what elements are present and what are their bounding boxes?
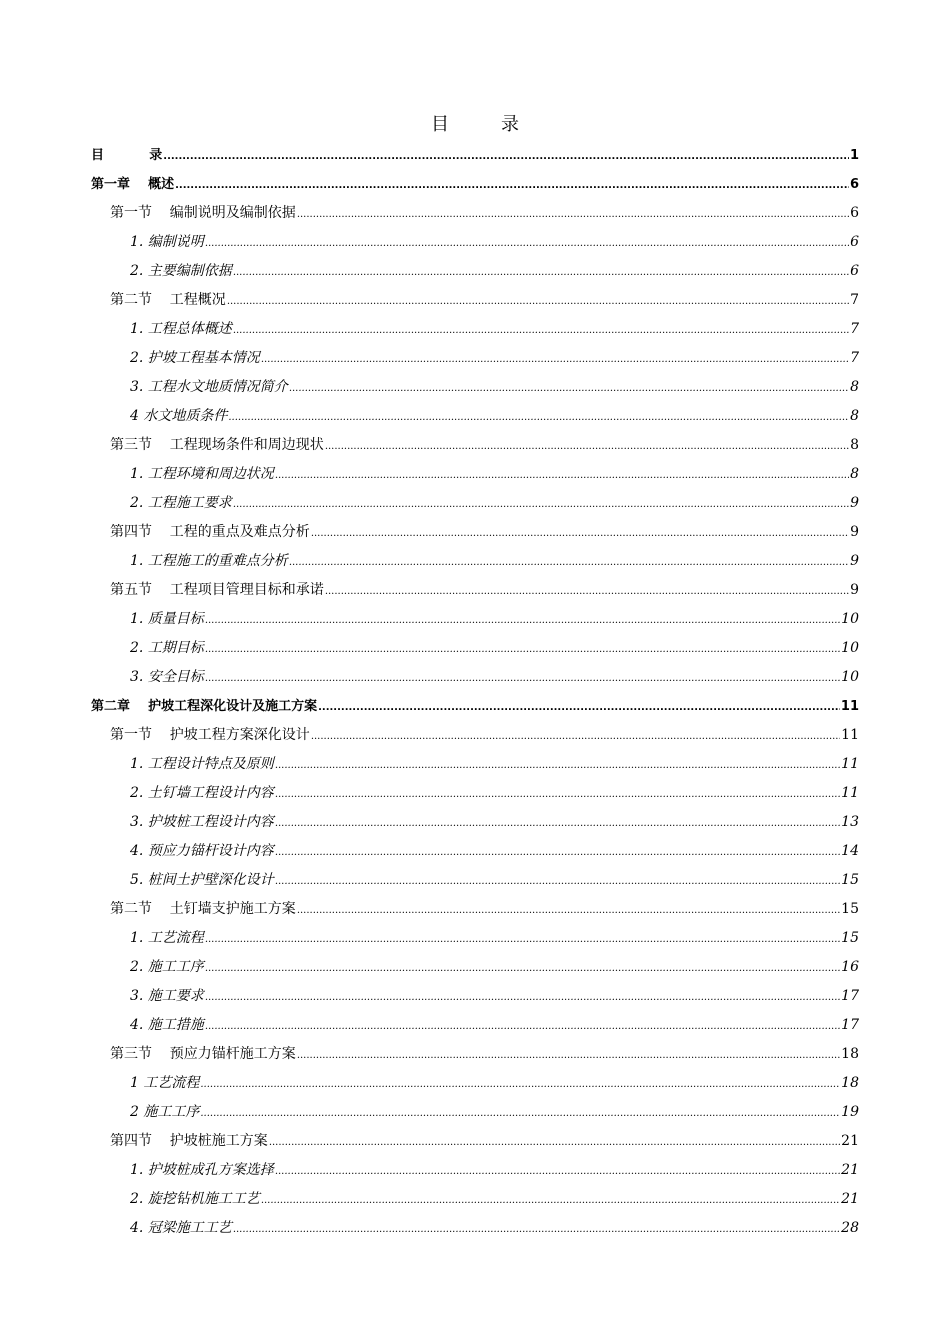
toc-entry[interactable] — [91, 750, 859, 779]
toc-entry[interactable] — [91, 1127, 859, 1156]
toc-leader-dots — [289, 374, 849, 403]
toc-entry-page: 8 — [850, 408, 859, 424]
toc-entry[interactable] — [91, 315, 859, 344]
toc-entry[interactable] — [91, 895, 859, 924]
toc-entry-label: 1. 编制说明 — [130, 234, 204, 250]
toc-entry-label: 2. 工程施工要求 — [130, 495, 232, 511]
toc-leader-dots — [233, 1215, 840, 1244]
toc-leader-dots — [261, 1186, 840, 1215]
toc-entry-label: 5. 桩间土护壁深化设计 — [130, 872, 274, 888]
toc-leader-dots — [205, 635, 840, 664]
toc-entry-label: 第四节 护坡桩施工方案 — [110, 1133, 268, 1149]
toc-leader-dots — [205, 954, 840, 983]
toc-entry[interactable] — [91, 953, 859, 982]
toc-entry[interactable] — [91, 460, 859, 489]
toc-entry-page: 1 — [849, 148, 859, 163]
toc-entry-label: 3. 工程水文地质情况简介 — [130, 379, 288, 395]
toc-entry-label: 2. 旋挖钻机施工工艺 — [130, 1191, 260, 1207]
toc-entry-label: 第二节 土钉墙支护施工方案 — [110, 901, 296, 917]
toc-entry[interactable] — [91, 489, 859, 518]
toc-entry-label: 1 工艺流程 — [130, 1075, 200, 1091]
toc-leader-dots — [289, 548, 849, 577]
toc-entry[interactable] — [91, 1069, 859, 1098]
toc-leader-dots — [297, 896, 840, 925]
toc-entry-label: 第三节 工程现场条件和周边现状 — [110, 437, 324, 453]
toc-entry[interactable] — [91, 344, 859, 373]
toc-entry-page: 13 — [841, 814, 859, 830]
toc-entry-page: 11 — [841, 785, 859, 801]
toc-entry-label: 2. 主要编制依据 — [130, 263, 232, 279]
toc-leader-dots — [311, 722, 840, 751]
toc-entry-page: 6 — [850, 234, 859, 250]
toc-entry-page: 21 — [841, 1133, 859, 1149]
toc-entry-label: 2. 工期目标 — [130, 640, 204, 656]
toc-entry-page: 18 — [841, 1075, 859, 1091]
toc-leader-dots — [275, 751, 840, 780]
toc-entry-label: 2. 土钉墙工程设计内容 — [130, 785, 274, 801]
toc-title — [0, 110, 950, 136]
toc-leader-dots — [297, 1041, 840, 1070]
toc-entry[interactable] — [91, 431, 859, 460]
toc-entry-label: 4 水文地质条件 — [130, 408, 228, 424]
toc-entry[interactable] — [91, 808, 859, 837]
toc-entry[interactable] — [91, 1185, 859, 1214]
toc-entry-label: 第一章 概述 — [91, 177, 175, 192]
toc-entry-page: 21 — [841, 1162, 859, 1178]
toc-entry-page: 9 — [850, 582, 859, 598]
toc-leader-dots — [233, 316, 849, 345]
toc-entry-page: 6 — [850, 205, 859, 221]
toc-entry-label: 2. 施工工序 — [130, 959, 204, 975]
toc-entry[interactable] — [91, 721, 859, 750]
toc-entry-page: 15 — [841, 872, 859, 888]
toc-leader-dots — [275, 809, 840, 838]
toc-entry-label: 1. 工程施工的重难点分析 — [130, 553, 288, 569]
toc-entry[interactable] — [91, 692, 859, 721]
toc-leader-dots — [205, 925, 840, 954]
toc-entry-page: 6 — [850, 263, 859, 279]
toc-entry-label: 第三节 预应力锚杆施工方案 — [110, 1046, 296, 1062]
toc-entry-label: 第五节 工程项目管理目标和承诺 — [110, 582, 324, 598]
toc-entry-page: 11 — [841, 727, 859, 743]
toc-entry-label: 4. 冠梁施工工艺 — [130, 1220, 232, 1236]
toc-entry-page: 7 — [850, 292, 859, 308]
toc-entry-page: 10 — [841, 611, 859, 627]
toc-entry[interactable] — [91, 199, 859, 228]
toc-entry[interactable] — [91, 286, 859, 315]
toc-entry-label: 1. 工程设计特点及原则 — [130, 756, 274, 772]
toc-leader-dots — [228, 403, 849, 432]
toc-entry[interactable] — [91, 576, 859, 605]
toc-leader-dots — [205, 1012, 840, 1041]
toc-leader-dots — [275, 461, 849, 490]
toc-title-right: 录 — [501, 114, 519, 135]
toc-leader-dots — [311, 519, 849, 548]
toc-entry-label: 3. 施工要求 — [130, 988, 204, 1004]
toc-entry[interactable] — [91, 373, 859, 402]
toc-leader-dots — [227, 287, 849, 316]
toc-entry-page: 14 — [841, 843, 859, 859]
toc-entry-page: 21 — [841, 1191, 859, 1207]
toc-entry-page: 8 — [850, 466, 859, 482]
toc-entry-page: 16 — [841, 959, 859, 975]
toc-entry[interactable] — [91, 663, 859, 692]
toc-leader-dots — [318, 693, 840, 722]
toc-entry-label: 第四节 工程的重点及难点分析 — [110, 524, 310, 540]
toc-leader-dots — [205, 664, 840, 693]
toc-entry-label: 第一节 护坡工程方案深化设计 — [110, 727, 310, 743]
toc-entry-label: 3. 护坡桩工程设计内容 — [130, 814, 274, 830]
table-of-contents — [91, 141, 859, 1243]
toc-entry[interactable] — [91, 866, 859, 895]
toc-entry[interactable] — [91, 547, 859, 576]
toc-entry-page: 9 — [850, 495, 859, 511]
toc-leader-dots — [275, 780, 840, 809]
toc-leader-dots — [325, 577, 849, 606]
toc-entry-page: 11 — [841, 756, 859, 772]
toc-entry[interactable] — [91, 1156, 859, 1185]
toc-entry[interactable] — [91, 1040, 859, 1069]
toc-entry-page: 19 — [841, 1104, 859, 1120]
toc-entry-page: 17 — [841, 1017, 859, 1033]
toc-entry[interactable] — [91, 982, 859, 1011]
toc-entry-page: 11 — [840, 699, 859, 714]
toc-leader-dots — [275, 838, 840, 867]
toc-entry[interactable] — [91, 518, 859, 547]
toc-entry-label: 2. 护坡工程基本情况 — [130, 350, 260, 366]
toc-entry-label: 4. 施工措施 — [130, 1017, 204, 1033]
toc-leader-dots — [269, 1128, 840, 1157]
toc-entry-label: 2 施工工序 — [130, 1104, 200, 1120]
toc-entry-label: 第二章 护坡工程深化设计及施工方案 — [91, 699, 318, 714]
toc-leader-dots — [261, 345, 849, 374]
toc-entry-label: 3. 安全目标 — [130, 669, 204, 685]
toc-entry[interactable] — [91, 402, 859, 431]
toc-entry-page: 10 — [841, 669, 859, 685]
toc-entry-label: 1. 护坡桩成孔方案选择 — [130, 1162, 274, 1178]
toc-entry-page: 8 — [850, 437, 859, 453]
toc-entry-label: 第二节 工程概况 — [110, 292, 226, 308]
toc-entry[interactable] — [91, 1098, 859, 1127]
toc-leader-dots — [275, 867, 840, 896]
toc-entry-label: 第一节 编制说明及编制依据 — [110, 205, 296, 221]
toc-leader-dots — [275, 1157, 840, 1186]
toc-entry-page: 7 — [850, 321, 859, 337]
toc-leader-dots — [297, 200, 849, 229]
toc-leader-dots — [233, 490, 849, 519]
toc-entry[interactable] — [91, 779, 859, 808]
toc-entry[interactable] — [91, 634, 859, 663]
toc-leader-dots — [325, 432, 849, 461]
toc-leader-dots — [205, 606, 840, 635]
toc-entry-page: 17 — [841, 988, 859, 1004]
toc-entry-page: 28 — [841, 1220, 859, 1236]
toc-entry[interactable] — [91, 837, 859, 866]
toc-leader-dots — [233, 258, 849, 287]
toc-entry-page: 10 — [841, 640, 859, 656]
toc-leader-dots — [200, 1099, 840, 1128]
toc-leader-dots — [205, 229, 849, 258]
toc-entry-label: 1. 工程总体概述 — [130, 321, 232, 337]
toc-entry-page: 18 — [841, 1046, 859, 1062]
toc-entry[interactable] — [91, 1011, 859, 1040]
toc-entry[interactable] — [91, 141, 859, 170]
toc-entry-label: 1. 工艺流程 — [130, 930, 204, 946]
toc-entry-page: 9 — [850, 524, 859, 540]
toc-entry-page: 15 — [841, 930, 859, 946]
toc-entry-page: 7 — [850, 350, 859, 366]
toc-entry-page: 8 — [850, 379, 859, 395]
toc-entry-label: 1. 质量目标 — [130, 611, 204, 627]
toc-leader-dots — [163, 142, 849, 171]
toc-entry-page: 9 — [850, 553, 859, 569]
toc-title-left: 目 — [431, 114, 449, 135]
toc-entry-label: 4. 预应力锚杆设计内容 — [130, 843, 274, 859]
toc-entry[interactable] — [91, 924, 859, 953]
toc-leader-dots — [205, 983, 840, 1012]
toc-entry[interactable] — [91, 228, 859, 257]
toc-entry[interactable] — [91, 1214, 859, 1243]
toc-entry-page: 6 — [849, 177, 859, 192]
toc-entry-label: 目 录 — [91, 148, 163, 163]
toc-entry[interactable] — [91, 257, 859, 286]
toc-entry[interactable] — [91, 170, 859, 199]
toc-entry-page: 15 — [841, 901, 859, 917]
toc-leader-dots — [175, 171, 849, 200]
toc-leader-dots — [200, 1070, 840, 1099]
toc-entry[interactable] — [91, 605, 859, 634]
toc-entry-label: 1. 工程环境和周边状况 — [130, 466, 274, 482]
